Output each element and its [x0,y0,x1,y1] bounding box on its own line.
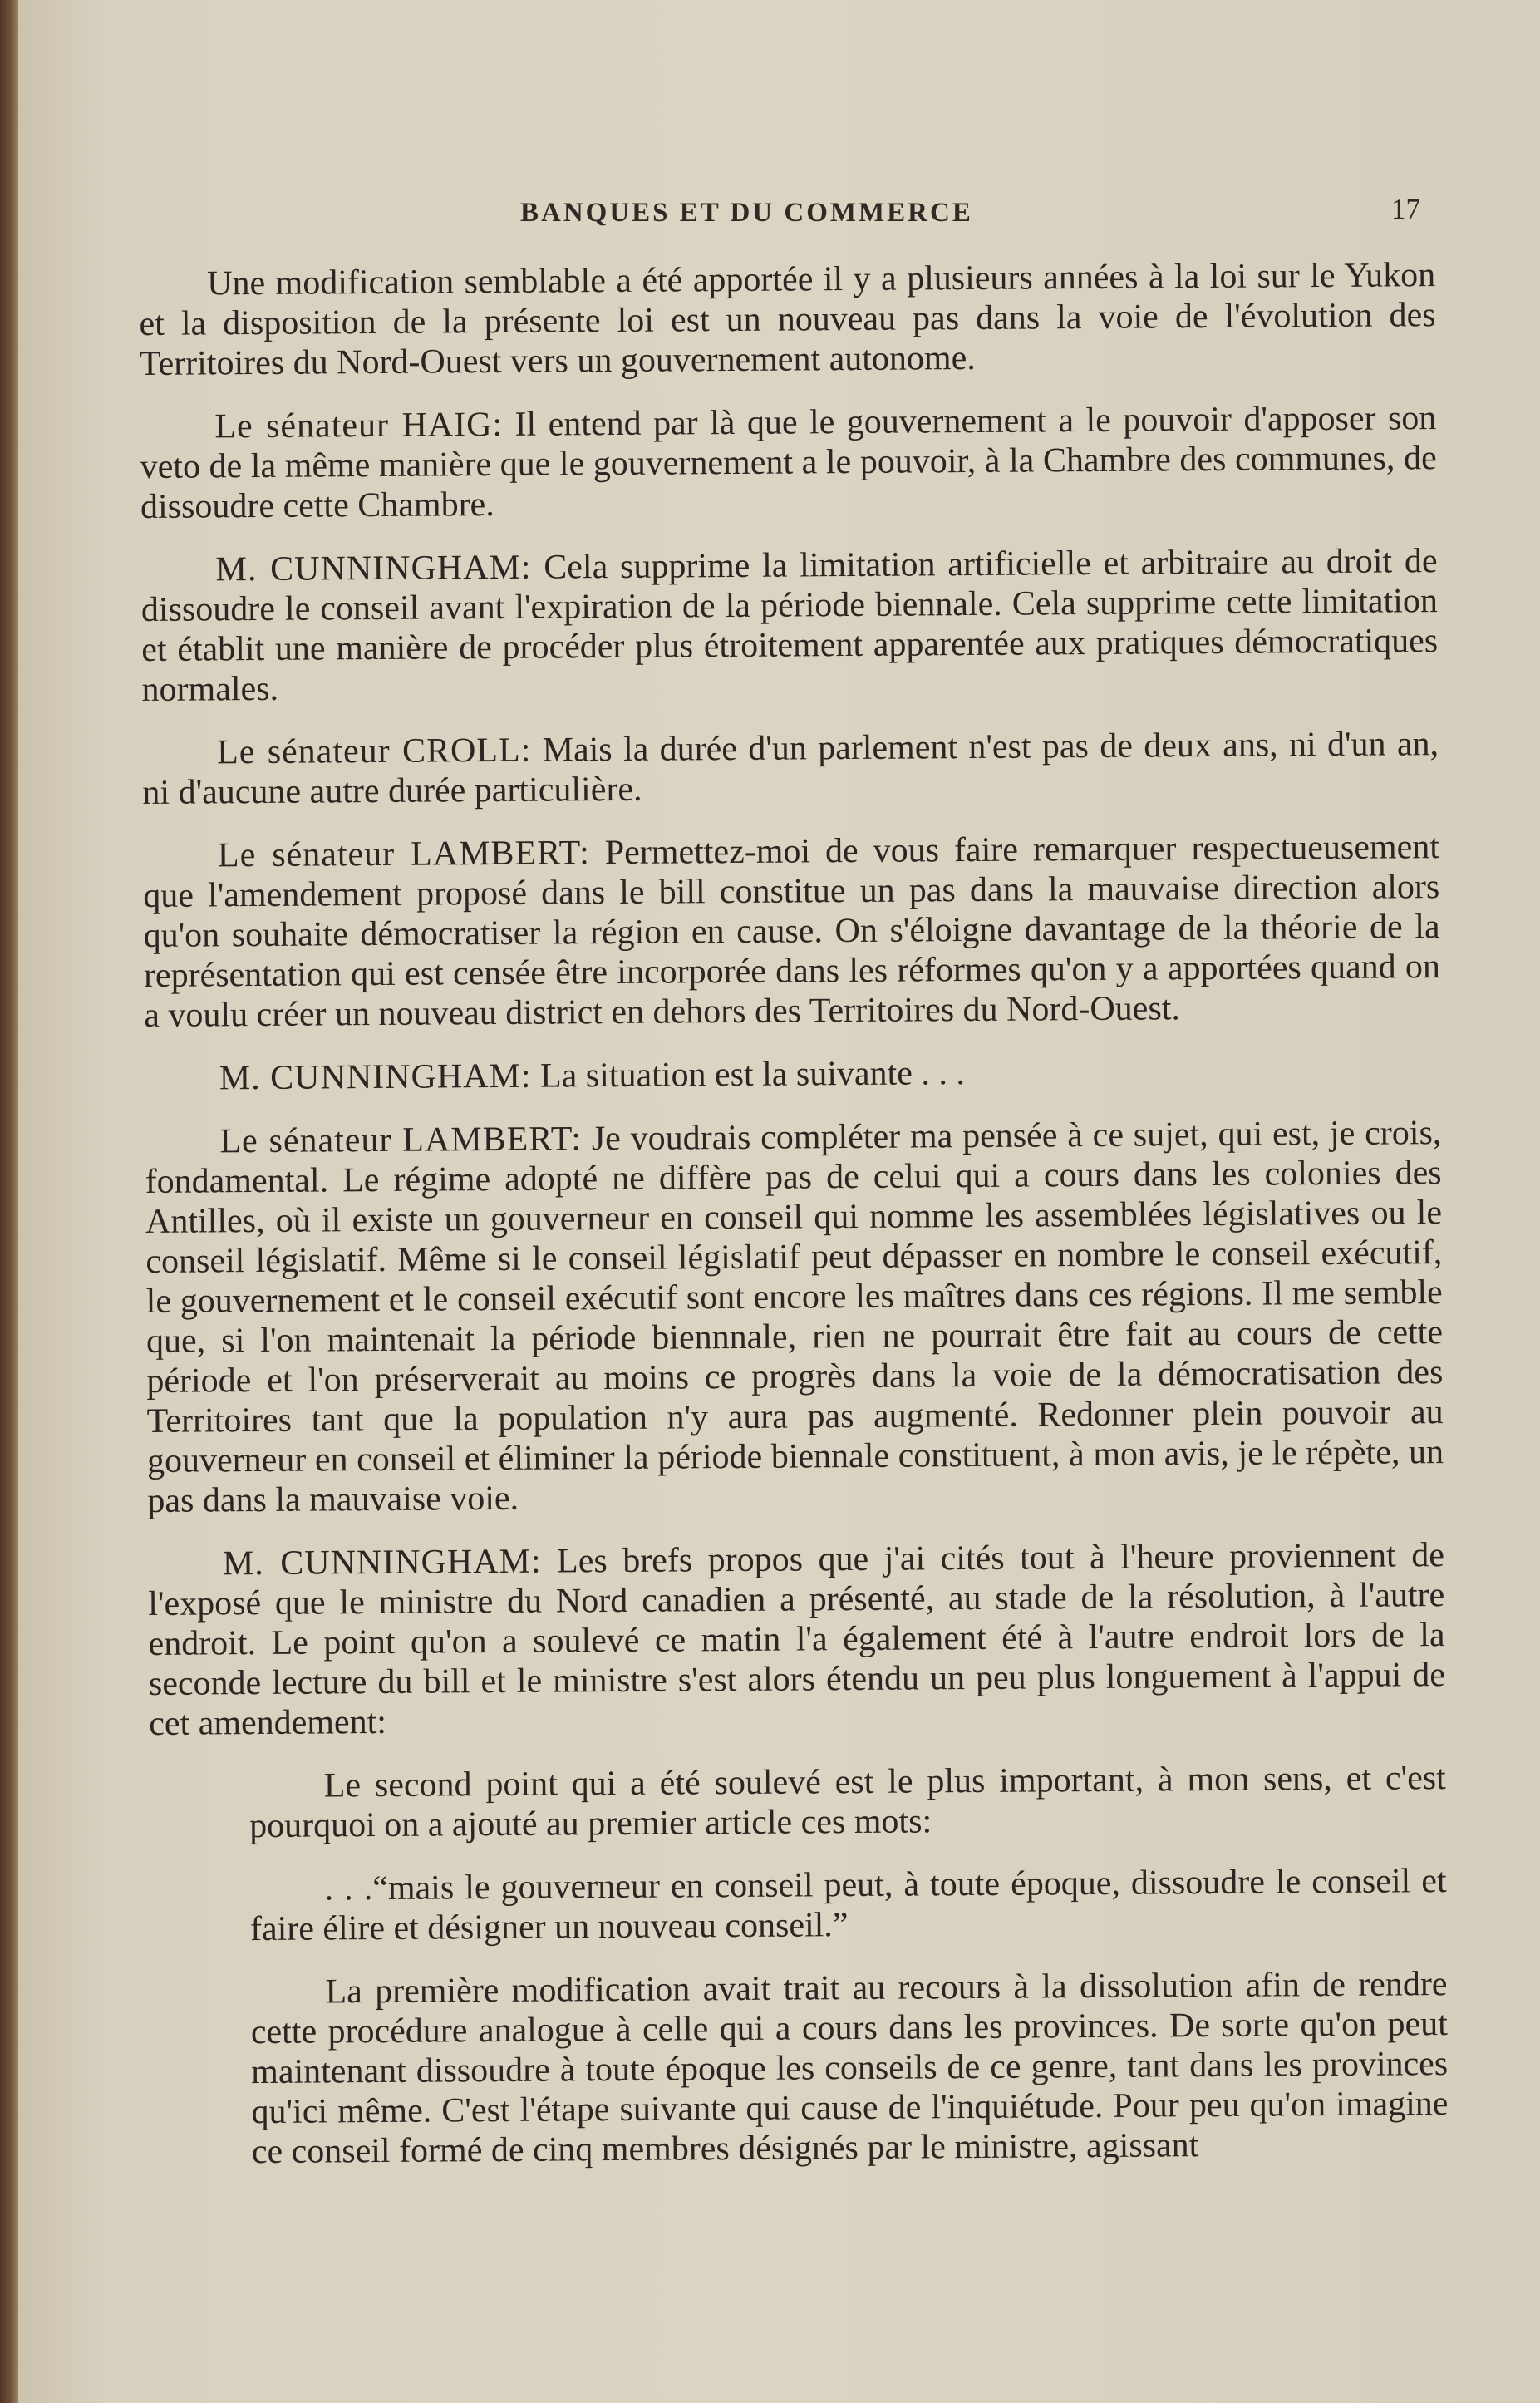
book-page [18,0,1540,2403]
body-text [139,255,1449,2173]
paragraph [140,541,1438,710]
speaker-name: M. CUNNINGHAM: [222,1542,542,1583]
paragraph-text: Il entend par là que le gouvernement a le pouvoir d'apposer son veto de la même manière que le gouvernement a le pouvoir, à la Chambre des communes, de dissoudre cette Chambre. [140,399,1437,526]
speaker-name: M. CUNNINGHAM: [215,548,532,589]
paragraph [140,398,1437,527]
paragraph [139,255,1436,384]
paragraph [145,1050,1441,1099]
paragraph-text: Je voudrais compléter ma pensée à ce sujet, qui est, je crois, fondamental. Le régime adopté ne diffère pas de celui qui a cours dans les colonies des Antilles, où il existe un gouverneur en conseil qui nomme les assemblées législatives ou le conseil législatif. Même si le conseil législatif peut dépasser en nombre le conseil exécutif, le gouvernement et le conseil exécutif sont encore les maîtres dans ces régions. Il me semble que, si l'on maintenait la période biennnale, rien ne pourrait être fait au cours de cette période et l'on préserverait au moins ce progrès dans la voie de la démocratisation des Territoires tant que la population n'y aura pas augmenté. Redonner plein pouvoir au gouverneur en conseil et éliminer la période biennale constituent, à mon avis, je le répète, un pas dans la mauvaise voie. [145,1114,1444,1520]
quoted-passage: Le second point qui a été soulevé est le plus important, à mon sens, et c'est pourquoi on a ajouté au premier article ces mots: [248,1759,1446,1846]
paragraph [142,724,1439,813]
page-number: 17 [1391,193,1420,225]
paragraph [148,1535,1446,1744]
quoted-passage: La première modification avait trait au recours à la dissolution afin de rendre cette procédure analogue à celle qui a cours dans les provinces. De sorte qu'on peut maintenant dissoudre à toute époque les conseils de ce genre, tant dans les provinces qu'ici même. C'est l'étape suivante qui cause de l'inquiétude. Pour peu qu'on imagine ce conseil formé de cinq membres désignés par le ministre, agissant [250,1965,1449,2172]
speaker-name: Le sénateur LAMBERT: [217,834,591,875]
paragraph-text: Une modification semblable a été apportée il y a plusieurs années à la loi sur le Yukon et la disposition de la présente loi est un nouveau pas dans la voie de l'évolution des Territoires du Nord-Ouest vers un gouvernement autonome. [139,256,1436,383]
book-binding-edge [0,0,18,2403]
running-head: BANQUES ET DU COMMERCE [520,198,973,228]
paragraph-text: Cela supprime la limitation artificielle et arbitraire au droit de dissoudre le conseil avant l'expiration de la période biennale. Cela supprime cette limitation et établit une manière de procéder plus étroitement apparentée aux pratiques démocratiques normales. [140,542,1439,709]
speaker-name: Le sénateur LAMBERT: [219,1120,583,1161]
speaker-name: M. CUNNINGHAM: [219,1056,532,1098]
quoted-passage: . . .“mais le gouverneur en conseil peut, à toute époque, dissoudre le conseil et faire élire et désigner un nouveau conseil.” [249,1862,1447,1949]
speaker-name: Le sénateur CROLL: [216,731,532,772]
paragraph [145,1113,1444,1521]
speaker-name: Le sénateur HAIG: [214,405,504,446]
paragraph-text: Mais la durée d'un parlement n'est pas de deux ans, ni d'un an, ni d'aucune autre durée particulière. [142,725,1439,812]
paragraph [143,827,1441,1036]
paragraph-text: La situation est la suivante . . . [531,1054,966,1096]
paragraph-text: Permettez-moi de vous faire remarquer respectueusement que l'amendement proposé dans le bill constitue un pas dans la mauvaise direction alors qu'on souhaite démocratiser la région en cause. On s'éloigne davantage de la théorie de la représentation qui est censée être incorporée dans les réformes qu'on y a apportées quand on a voulu créer un nouveau district en dehors des Territoires du Nord-Ouest. [143,828,1441,1035]
paragraph-text: Les brefs propos que j'ai cités tout à l'heure proviennent de l'exposé que le ministre du Nord canadien a présenté, au stade de la résolution, à l'autre endroit. Le point qu'on a soulevé ce matin l'a également été à l'autre endroit lors de la seconde lecture du bill et le ministre s'est alors étendu un peu plus longuement à l'appui de cet amendement: [148,1536,1446,1743]
